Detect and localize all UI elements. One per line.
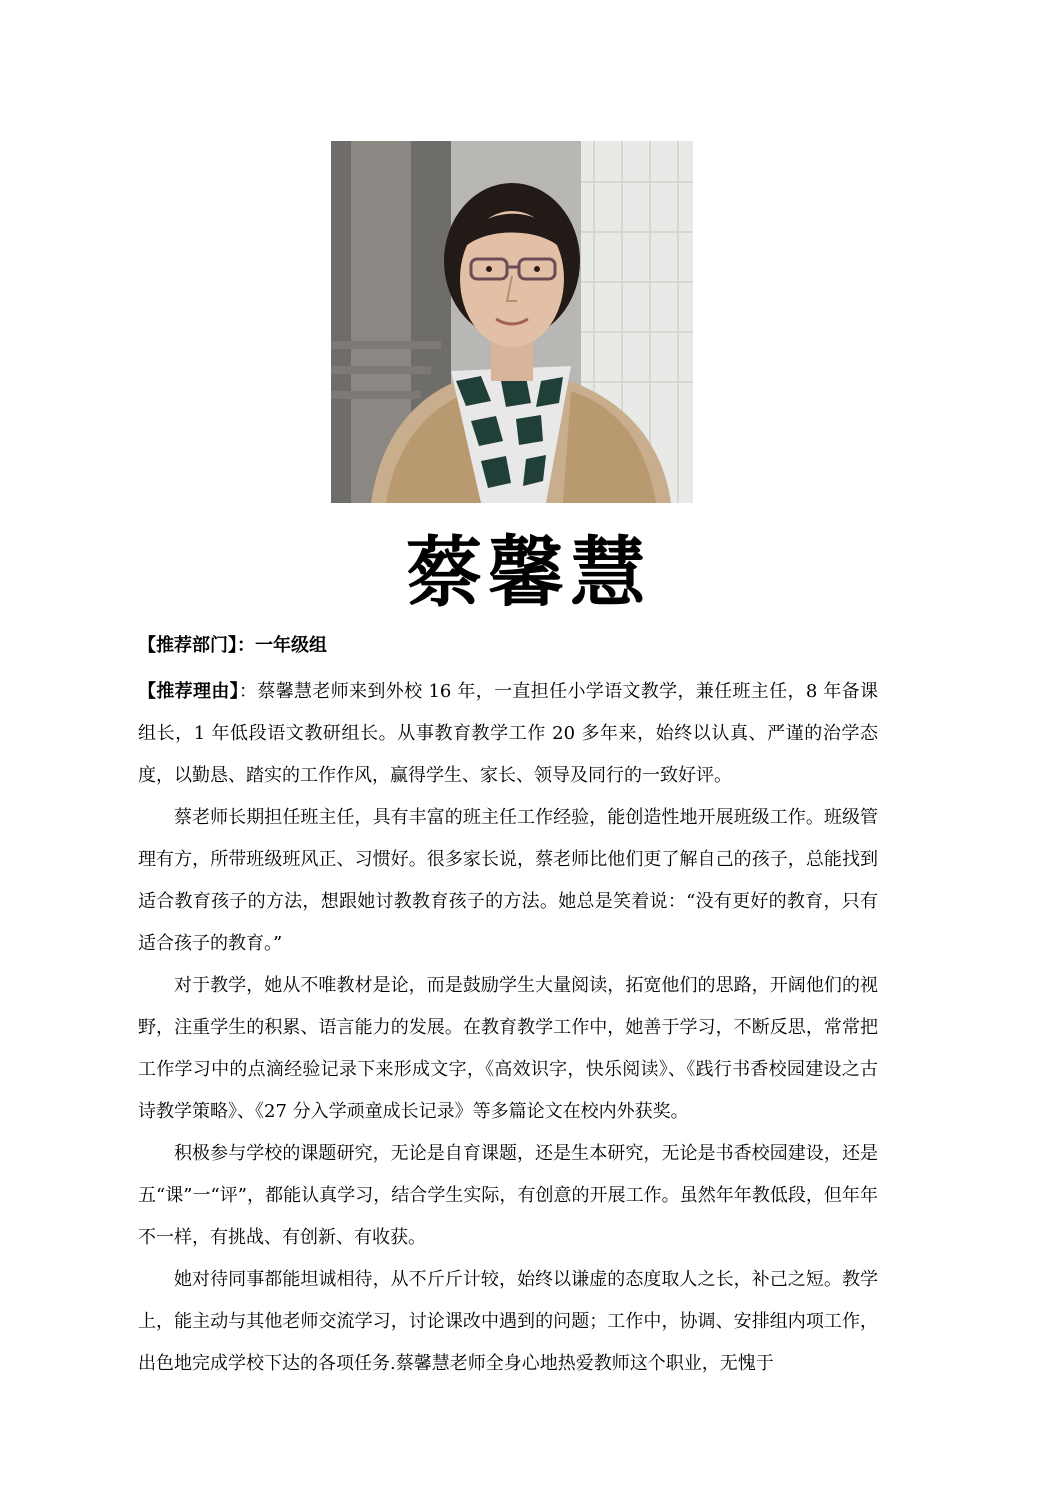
department-value: 一年级组 — [255, 635, 327, 656]
department-line — [138, 632, 327, 660]
reason-paragraph-2: 对于教学，她从不唯教材是论，而是鼓励学生大量阅读，拓宽他们的思路，开阔他们的视野，注重学生的积累、语言能力的发展。在教育教学工作中，她善于学习，不断反思，常常把工作学习中的点滴经验记录下来形成文字，《高效识字，快乐阅读》、《践行书香校园建设之古诗教学策略》、《27 分入学顽童成长记录》等多篇论文在校内外获奖。 — [138, 975, 878, 1122]
department-label: 【推荐部门】 — [138, 635, 237, 656]
reason-paragraph — [138, 1259, 878, 1385]
portrait-photo — [331, 141, 693, 503]
reason-paragraph-4: 她对待同事都能坦诚相待，从不斤斤计较，始终以谦虚的态度取人之长，补己之短。教学上，能主动与其他老师交流学习，讨论课改中遇到的问题；工作中，协调、安排组内项工作，出色地完成学校下达的各项任务.蔡馨慧老师全身心地热爱教师这个职业，无愧于 — [138, 1269, 878, 1374]
reason-label: 【推荐理由】 — [138, 681, 240, 702]
reason-paragraph — [138, 1133, 878, 1259]
department-separator: ： — [237, 635, 255, 656]
person-name: 蔡馨慧 — [406, 528, 652, 617]
reason-paragraph-3: 积极参与学校的课题研究，无论是自育课题，还是生本研究，无论是书香校园建设，还是五“课”一“评”，都能认真学习，结合学生实际，有创意的开展工作。虽然年年教低段，但年年不一样，有挑战、有创新、有收获。 — [138, 1143, 878, 1248]
reason-paragraph — [138, 797, 878, 965]
reason-intro: 蔡馨慧老师来到外校 16 年，一直担任小学语文教学，兼任班主任，8 年备课组长，1 年低段语文教研组长。从事教育教学工作 20 多年来，始终以认真、严谨的治学态度，以勤恳、踏实的工作作风，赢得学生、家长、领导及同行的一致好评。 — [138, 681, 879, 786]
reason-intro-block — [138, 671, 878, 797]
reason-paragraph-1: 蔡老师长期担任班主任，具有丰富的班主任工作经验，能创造性地开展班级工作。班级管理有方，所带班级班风正、习惯好。很多家长说，蔡老师比他们更了解自己的孩子，总能找到适合教育孩子的方法，想跟她讨教教育孩子的方法。她总是笑着说：“没有更好的教育，只有适合孩子的教育。” — [138, 807, 878, 954]
reason-separator: ： — [239, 681, 258, 702]
reason-paragraph — [138, 965, 878, 1133]
